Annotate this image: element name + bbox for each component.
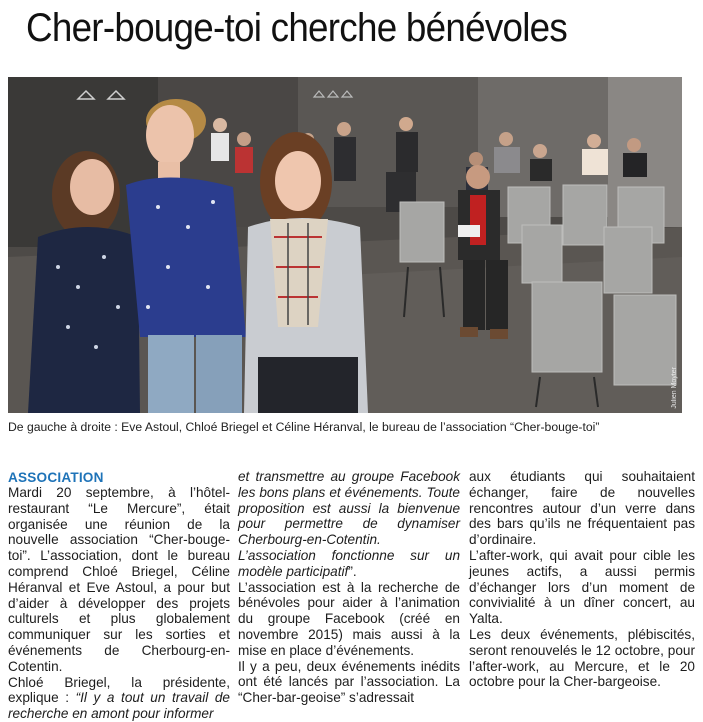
- quote-end: ”.: [348, 563, 357, 579]
- paragraph-lead: Chloé Briegel, la présidente, explique :: [8, 674, 230, 706]
- paragraph: L’after-work, qui avait pour cible les jeunes actifs, a aussi permis d’échanger lors d’un moment de convivialité à un dîner concert, au Yalta.: [469, 547, 695, 627]
- headline: Cher-bouge-toi cherche bénévoles: [26, 6, 568, 50]
- section-kicker: ASSOCIATION: [8, 470, 104, 485]
- paragraph: Il y a peu, deux événements inédits ont été lancés par l’association. La “Cher-bar-geoise” s’adressait: [238, 658, 460, 706]
- paragraph: L’association est à la recherche de bénévoles pour aider à l’animation du groupe Facebook (créé en novembre 2015) mais aussi à la mise en place d’événements.: [238, 579, 460, 658]
- photo-caption: De gauche à droite : Eve Astoul, Chloé Briegel et Céline Héranval, le bureau de l’association “Cher-bouge-toi”: [8, 420, 600, 434]
- paragraph: [238, 469, 460, 580]
- quote: “Il y a tout un travail de recherche en amont pour informer: [8, 690, 230, 722]
- quote: et transmettre au groupe Facebook les bons plans et événements. Toute proposition est aussi la bienvenue pour permettre de dynamiser Cherbourg-en-Cotentin. L’association fonctionne sur un modèle participatif: [238, 469, 460, 579]
- paragraph: [8, 675, 230, 722]
- paragraph: Mardi 20 septembre, à l’hôtel-restaurant “Le Mercure”, était organisée une réunion de la nouvelle association “Cher-bouge-toi”. L’association, dont le bureau comprend Chloé Briegel, Céline Héranval et Eve Astoul, a pour but d’aider à développer des projets culturels et plus globalement communiquer sur les sorties et événements de Cherbourg-en-Cotentin.: [8, 485, 230, 674]
- photo-credit: Julien Moyter: [671, 367, 678, 409]
- article-column-2: [238, 469, 460, 706]
- article-column-3: [469, 469, 695, 690]
- paragraph: Les deux événements, plébiscités, seront renouvelés le 12 octobre, pour l’after-work, au Mercure, et le 20 octobre pour la Cher-bargeoise.: [469, 626, 695, 690]
- article-photo: [8, 77, 682, 413]
- photo-scene: [8, 77, 682, 413]
- article-column-1: [8, 470, 230, 722]
- paragraph: aux étudiants qui souhaitaient échanger, faire de nouvelles rencontres autour d’un verre dans des bars qu’ils ne fréquentaient pas d’ordinaire.: [469, 469, 695, 548]
